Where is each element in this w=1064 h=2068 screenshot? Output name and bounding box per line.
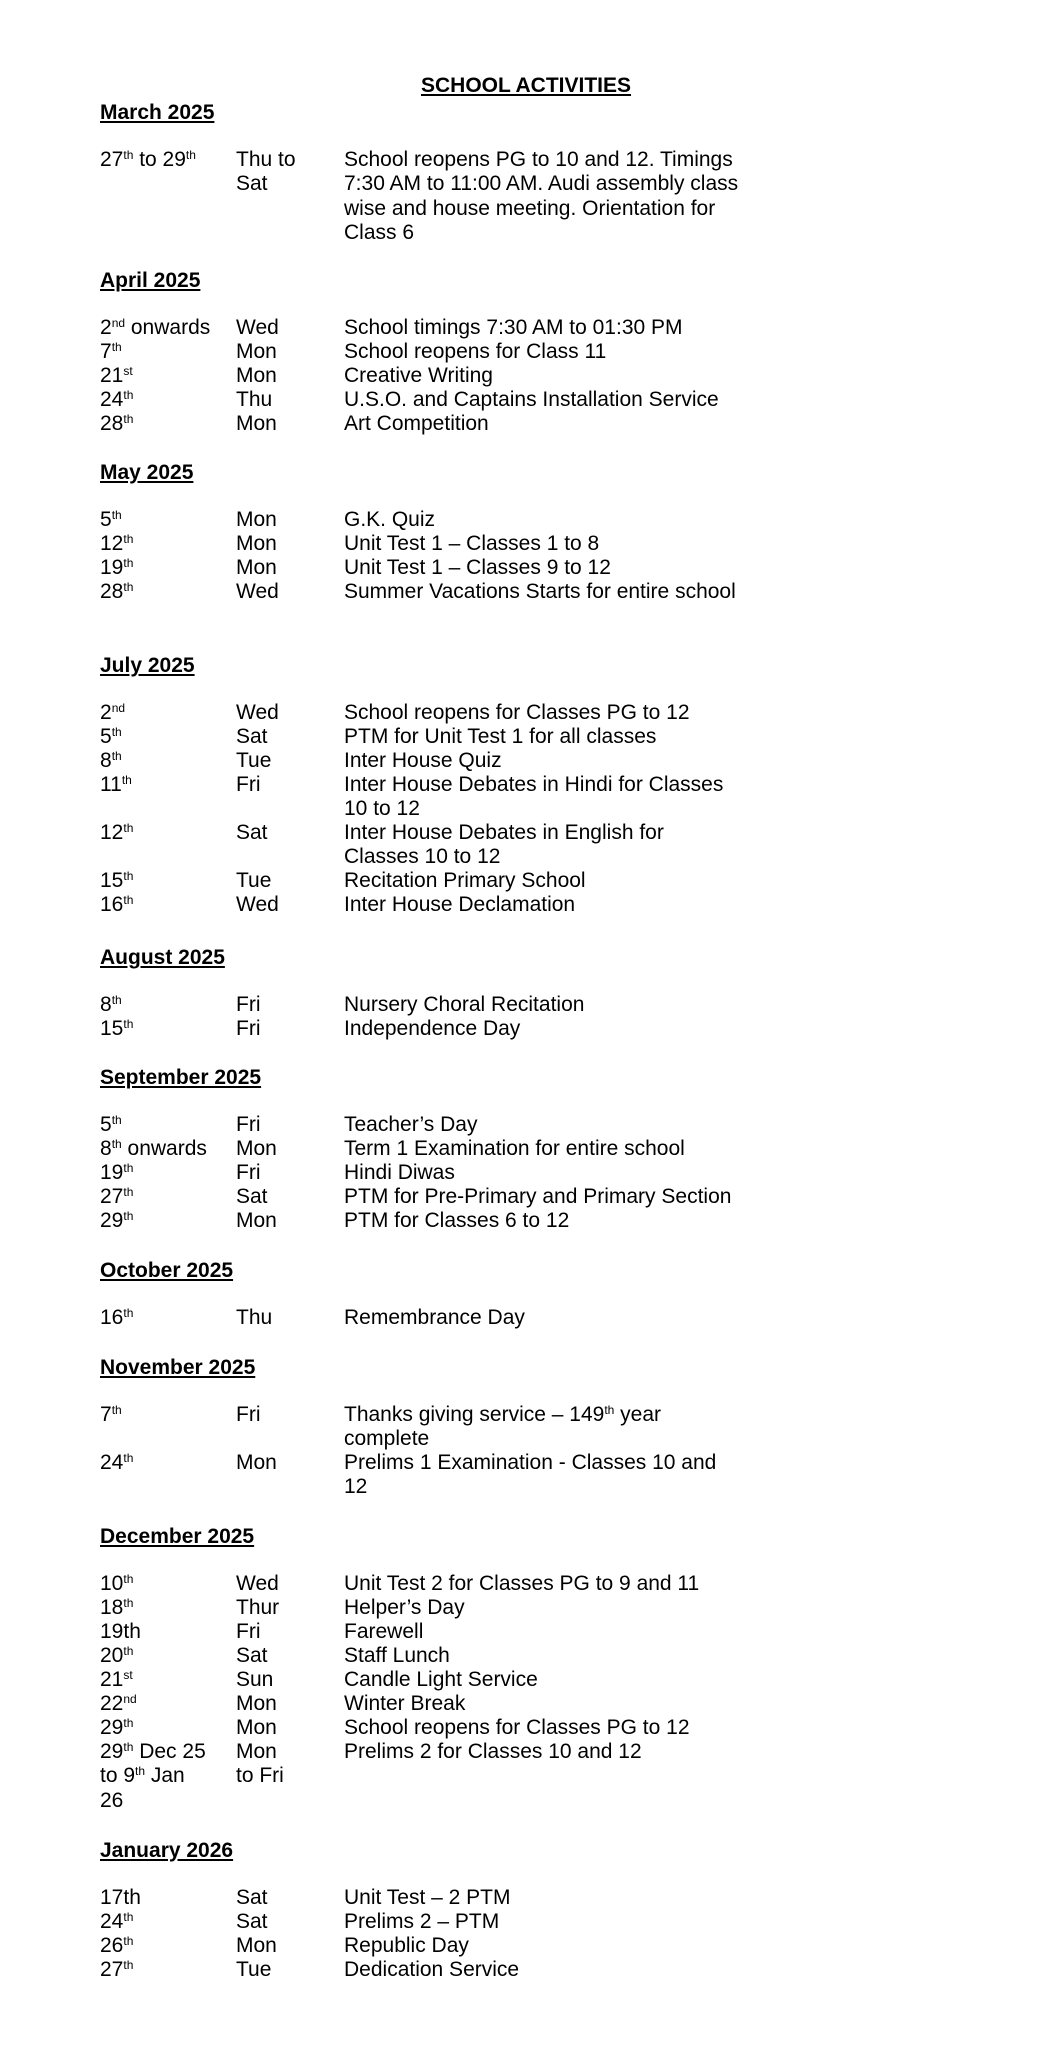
ordinal-suffix: th (111, 340, 122, 354)
month-heading: December 2025 (100, 1525, 255, 1548)
activity-day: Tue (236, 749, 272, 772)
ordinal-suffix: th (123, 1185, 134, 1199)
activity-date (100, 1185, 230, 1209)
activity-day: Fri (236, 993, 261, 1016)
activity-date (100, 1692, 230, 1716)
activity-day: Thu (236, 1306, 273, 1329)
text-segment: year complete (344, 1403, 662, 1451)
activity-day: Mon (236, 412, 277, 435)
text-segment: 16 (100, 1306, 124, 1329)
activity-description (344, 1403, 744, 1452)
activity-description: PTM for Classes 6 to 12 (344, 1209, 570, 1232)
activity-description: Prelims 2 – PTM (344, 1910, 500, 1933)
activity-day: Mon (236, 1934, 277, 1957)
text-segment: 7 (100, 340, 112, 363)
month-heading: March 2025 (100, 101, 215, 124)
activity-day: Mon (236, 364, 277, 387)
ordinal-suffix: th (123, 1209, 134, 1223)
text-segment: Jan 26 (100, 1764, 185, 1812)
activity-day: Sun (236, 1668, 274, 1691)
activity-date (100, 773, 230, 797)
text-segment: to 29 (133, 148, 186, 171)
ordinal-suffix: th (123, 412, 134, 426)
text-segment: 8 (100, 1137, 112, 1160)
activity-description: Term 1 Examination for entire school (344, 1137, 685, 1160)
activity-description: School reopens PG to 10 and 12. Timings 7:30 AM to 11:00 AM. Audi assembly class wise and house meeting. Orientation for Class 6 (344, 148, 739, 244)
activity-day: Mon (236, 556, 277, 579)
activity-date (100, 1596, 230, 1620)
text-segment: 29 (100, 1209, 124, 1232)
activity-day: Mon (236, 1209, 277, 1232)
activity-date (100, 1644, 230, 1668)
text-segment: 15 (100, 869, 124, 892)
month-heading: April 2025 (100, 269, 201, 292)
ordinal-suffix: th (123, 1596, 134, 1610)
month-heading: January 2026 (100, 1839, 234, 1862)
activity-day: Mon (236, 1451, 277, 1474)
activity-description: PTM for Unit Test 1 for all classes (344, 725, 657, 748)
activity-description: Summer Vacations Starts for entire school (344, 580, 736, 603)
activity-description: Farewell (344, 1620, 424, 1643)
activity-date (100, 1113, 230, 1137)
activity-day: Wed (236, 1572, 279, 1595)
activity-date (100, 1137, 230, 1161)
ordinal-suffix: th (135, 1764, 146, 1779)
ordinal-suffix: th (123, 388, 134, 402)
activity-date (100, 1958, 230, 1982)
activity-description: Prelims 1 Examination - Classes 10 and 12 (344, 1451, 717, 1499)
month-heading: July 2025 (100, 654, 195, 677)
text-segment: 10 (100, 1572, 124, 1595)
activity-day: Fri (236, 1017, 261, 1040)
ordinal-suffix: th (123, 1306, 134, 1320)
activity-day: Sat (236, 725, 268, 748)
ordinal-suffix: th (111, 725, 122, 739)
activity-description: Nursery Choral Recitation (344, 993, 585, 1016)
text-segment: Thanks giving service – 149 (344, 1403, 605, 1426)
month-heading: August 2025 (100, 946, 225, 969)
activity-date (100, 1017, 230, 1041)
activity-description: Staff Lunch (344, 1644, 450, 1667)
page-title: SCHOOL ACTIVITIES (420, 74, 632, 97)
month-heading: October 2025 (100, 1259, 234, 1282)
activity-description: Inter House Debates in English for Classes 10 to 12 (344, 821, 664, 869)
activity-description: Hindi Diwas (344, 1161, 455, 1184)
activity-day: Mon (236, 1716, 277, 1739)
ordinal-suffix: th (123, 821, 134, 835)
activity-date (100, 316, 230, 340)
activity-description: Independence Day (344, 1017, 521, 1040)
activity-day: Fri (236, 1113, 261, 1136)
ordinal-suffix: th (185, 148, 196, 162)
activity-date (100, 340, 230, 364)
activity-description: Helper’s Day (344, 1596, 465, 1619)
activity-description: Dedication Service (344, 1958, 520, 1981)
activity-date (100, 1934, 230, 1958)
activity-description: Unit Test 1 – Classes 9 to 12 (344, 556, 611, 579)
activity-date (100, 1668, 230, 1692)
activity-description: Teacher’s Day (344, 1113, 478, 1136)
activity-description: Creative Writing (344, 364, 493, 387)
ordinal-suffix: th (123, 148, 134, 162)
activity-description: Inter House Debates in Hindi for Classes 10 to 12 (344, 773, 724, 821)
activity-date (100, 1910, 230, 1934)
activity-date (100, 412, 230, 436)
activity-date (100, 508, 230, 532)
text-segment: 8 (100, 993, 112, 1016)
ordinal-suffix: th (111, 1137, 122, 1151)
ordinal-suffix: th (123, 1017, 134, 1031)
text-segment: 28 (100, 412, 124, 435)
activity-day: Mon to Fri (236, 1740, 284, 1788)
month-heading: May 2025 (100, 461, 194, 484)
activity-day: Fri (236, 1620, 261, 1643)
activity-day: Thur (236, 1596, 280, 1619)
activity-date (100, 701, 230, 725)
activity-description: School reopens for Classes PG to 12 (344, 1716, 690, 1739)
ordinal-suffix: th (123, 532, 134, 546)
activity-day: Wed (236, 316, 279, 339)
activity-description: Prelims 2 for Classes 10 and 12 (344, 1740, 642, 1763)
text-segment: 12 (100, 821, 124, 844)
activity-day: Wed (236, 580, 279, 603)
ordinal-suffix: th (123, 1572, 134, 1586)
activity-day: Fri (236, 1403, 261, 1426)
text-segment: 5 (100, 1113, 112, 1136)
ordinal-suffix: th (123, 1910, 134, 1924)
activity-day: Mon (236, 340, 277, 363)
activity-description: Republic Day (344, 1934, 469, 1957)
text-segment: 17th (100, 1886, 141, 1909)
text-segment: 21 (100, 364, 124, 387)
ordinal-suffix: th (123, 869, 134, 883)
activity-day: Tue (236, 1958, 272, 1981)
ordinal-suffix: nd (123, 1692, 137, 1706)
text-segment: 27 (100, 1185, 124, 1208)
activity-description: G.K. Quiz (344, 508, 436, 531)
activity-description: Recitation Primary School (344, 869, 586, 892)
activity-date (100, 1620, 230, 1644)
activity-date (100, 993, 230, 1017)
month-heading: September 2025 (100, 1066, 262, 1089)
ordinal-suffix: th (123, 580, 134, 594)
activity-description: Unit Test 2 for Classes PG to 9 and 11 (344, 1572, 700, 1595)
text-segment: 22 (100, 1692, 124, 1715)
activity-date (100, 1716, 230, 1740)
text-segment: 27 (100, 1958, 124, 1981)
ordinal-suffix: th (123, 1934, 134, 1948)
activity-day: Mon (236, 532, 277, 555)
activity-date (100, 364, 230, 388)
activity-description: School reopens for Class 11 (344, 340, 607, 363)
activity-date (100, 1306, 230, 1330)
activity-date (100, 725, 230, 749)
text-segment: Dec 25 to 9 (100, 1740, 206, 1788)
activity-date (100, 749, 230, 773)
activity-day: Sat (236, 1910, 268, 1933)
text-segment: 16 (100, 893, 124, 916)
activity-description: Candle Light Service (344, 1668, 538, 1691)
text-segment: 19 (100, 1161, 124, 1184)
text-segment: 2 (100, 701, 112, 724)
activity-description: U.S.O. and Captains Installation Service (344, 388, 719, 411)
activity-date (100, 869, 230, 893)
activity-date (100, 580, 230, 604)
text-segment: 19 (100, 556, 124, 579)
activity-date (100, 1572, 230, 1596)
activity-date (100, 532, 230, 556)
text-segment: onwards (121, 1137, 207, 1160)
ordinal-suffix: nd (111, 316, 126, 330)
ordinal-suffix: th (123, 1740, 134, 1754)
activity-description: Unit Test 1 – Classes 1 to 8 (344, 532, 600, 555)
activity-date (100, 1886, 230, 1910)
text-segment: 8 (100, 749, 112, 772)
text-segment: 27 (100, 148, 124, 171)
activity-day: Mon (236, 1692, 277, 1715)
ordinal-suffix: th (123, 1958, 134, 1972)
month-heading: November 2025 (100, 1356, 256, 1379)
activity-description: School timings 7:30 AM to 01:30 PM (344, 316, 683, 339)
text-segment: 28 (100, 580, 124, 603)
text-segment: 7 (100, 1403, 112, 1426)
ordinal-suffix: th (123, 1716, 134, 1730)
text-segment: 24 (100, 388, 124, 411)
text-segment: 29 (100, 1716, 124, 1739)
activity-day: Wed (236, 893, 279, 916)
text-segment: 26 (100, 1934, 124, 1957)
ordinal-suffix: th (604, 1403, 615, 1417)
activity-date (100, 148, 230, 172)
text-segment: 19th (100, 1620, 141, 1643)
text-segment: 24 (100, 1451, 124, 1474)
text-segment: 21 (100, 1668, 124, 1691)
ordinal-suffix: th (111, 993, 122, 1007)
activity-day: Tue (236, 869, 272, 892)
text-segment: 2 (100, 316, 112, 339)
activity-description: School reopens for Classes PG to 12 (344, 701, 690, 724)
ordinal-suffix: th (111, 508, 122, 522)
activity-day: Wed (236, 701, 279, 724)
text-segment: 15 (100, 1017, 124, 1040)
activity-date (100, 1161, 230, 1185)
text-segment: 5 (100, 508, 112, 531)
activity-date (100, 1403, 230, 1427)
text-segment: 12 (100, 532, 124, 555)
activity-day: Sat (236, 1886, 268, 1909)
activity-day: Fri (236, 1161, 261, 1184)
activity-description: Winter Break (344, 1692, 466, 1715)
activity-description: Remembrance Day (344, 1306, 525, 1329)
activity-day: Mon (236, 508, 277, 531)
activity-day: Thu (236, 388, 273, 411)
text-segment: 11 (100, 773, 122, 796)
activity-description: Inter House Quiz (344, 749, 502, 772)
activity-date (100, 893, 230, 917)
activity-day: Mon (236, 1137, 277, 1160)
activity-date (100, 1451, 230, 1475)
text-segment: 29 (100, 1740, 124, 1763)
activity-description: Art Competition (344, 412, 489, 435)
ordinal-suffix: st (123, 364, 133, 378)
ordinal-suffix: th (123, 556, 134, 570)
ordinal-suffix: th (111, 1403, 122, 1417)
activity-date (100, 1209, 230, 1233)
activity-day: Sat (236, 1185, 268, 1208)
ordinal-suffix: th (123, 1161, 134, 1175)
activity-date (100, 388, 230, 412)
activity-day: Fri (236, 773, 261, 796)
text-segment: 20 (100, 1644, 124, 1667)
activity-description: Inter House Declamation (344, 893, 576, 916)
activity-date (100, 556, 230, 580)
text-segment: onwards (125, 316, 211, 339)
activity-date (100, 1740, 210, 1813)
ordinal-suffix: th (123, 893, 134, 907)
ordinal-suffix: nd (111, 701, 126, 715)
activity-day: Sat (236, 821, 268, 844)
activity-date (100, 821, 230, 845)
text-segment: 18 (100, 1596, 124, 1619)
activity-day: Thu to Sat (236, 148, 296, 196)
ordinal-suffix: th (121, 773, 132, 787)
text-segment: 5 (100, 725, 112, 748)
ordinal-suffix: th (111, 749, 122, 763)
activity-day: Sat (236, 1644, 268, 1667)
ordinal-suffix: th (111, 1113, 122, 1127)
ordinal-suffix: th (123, 1451, 134, 1465)
activity-description: Unit Test – 2 PTM (344, 1886, 511, 1909)
ordinal-suffix: st (123, 1668, 133, 1682)
activity-description: PTM for Pre-Primary and Primary Section (344, 1185, 732, 1208)
ordinal-suffix: th (123, 1644, 134, 1658)
text-segment: 24 (100, 1910, 124, 1933)
